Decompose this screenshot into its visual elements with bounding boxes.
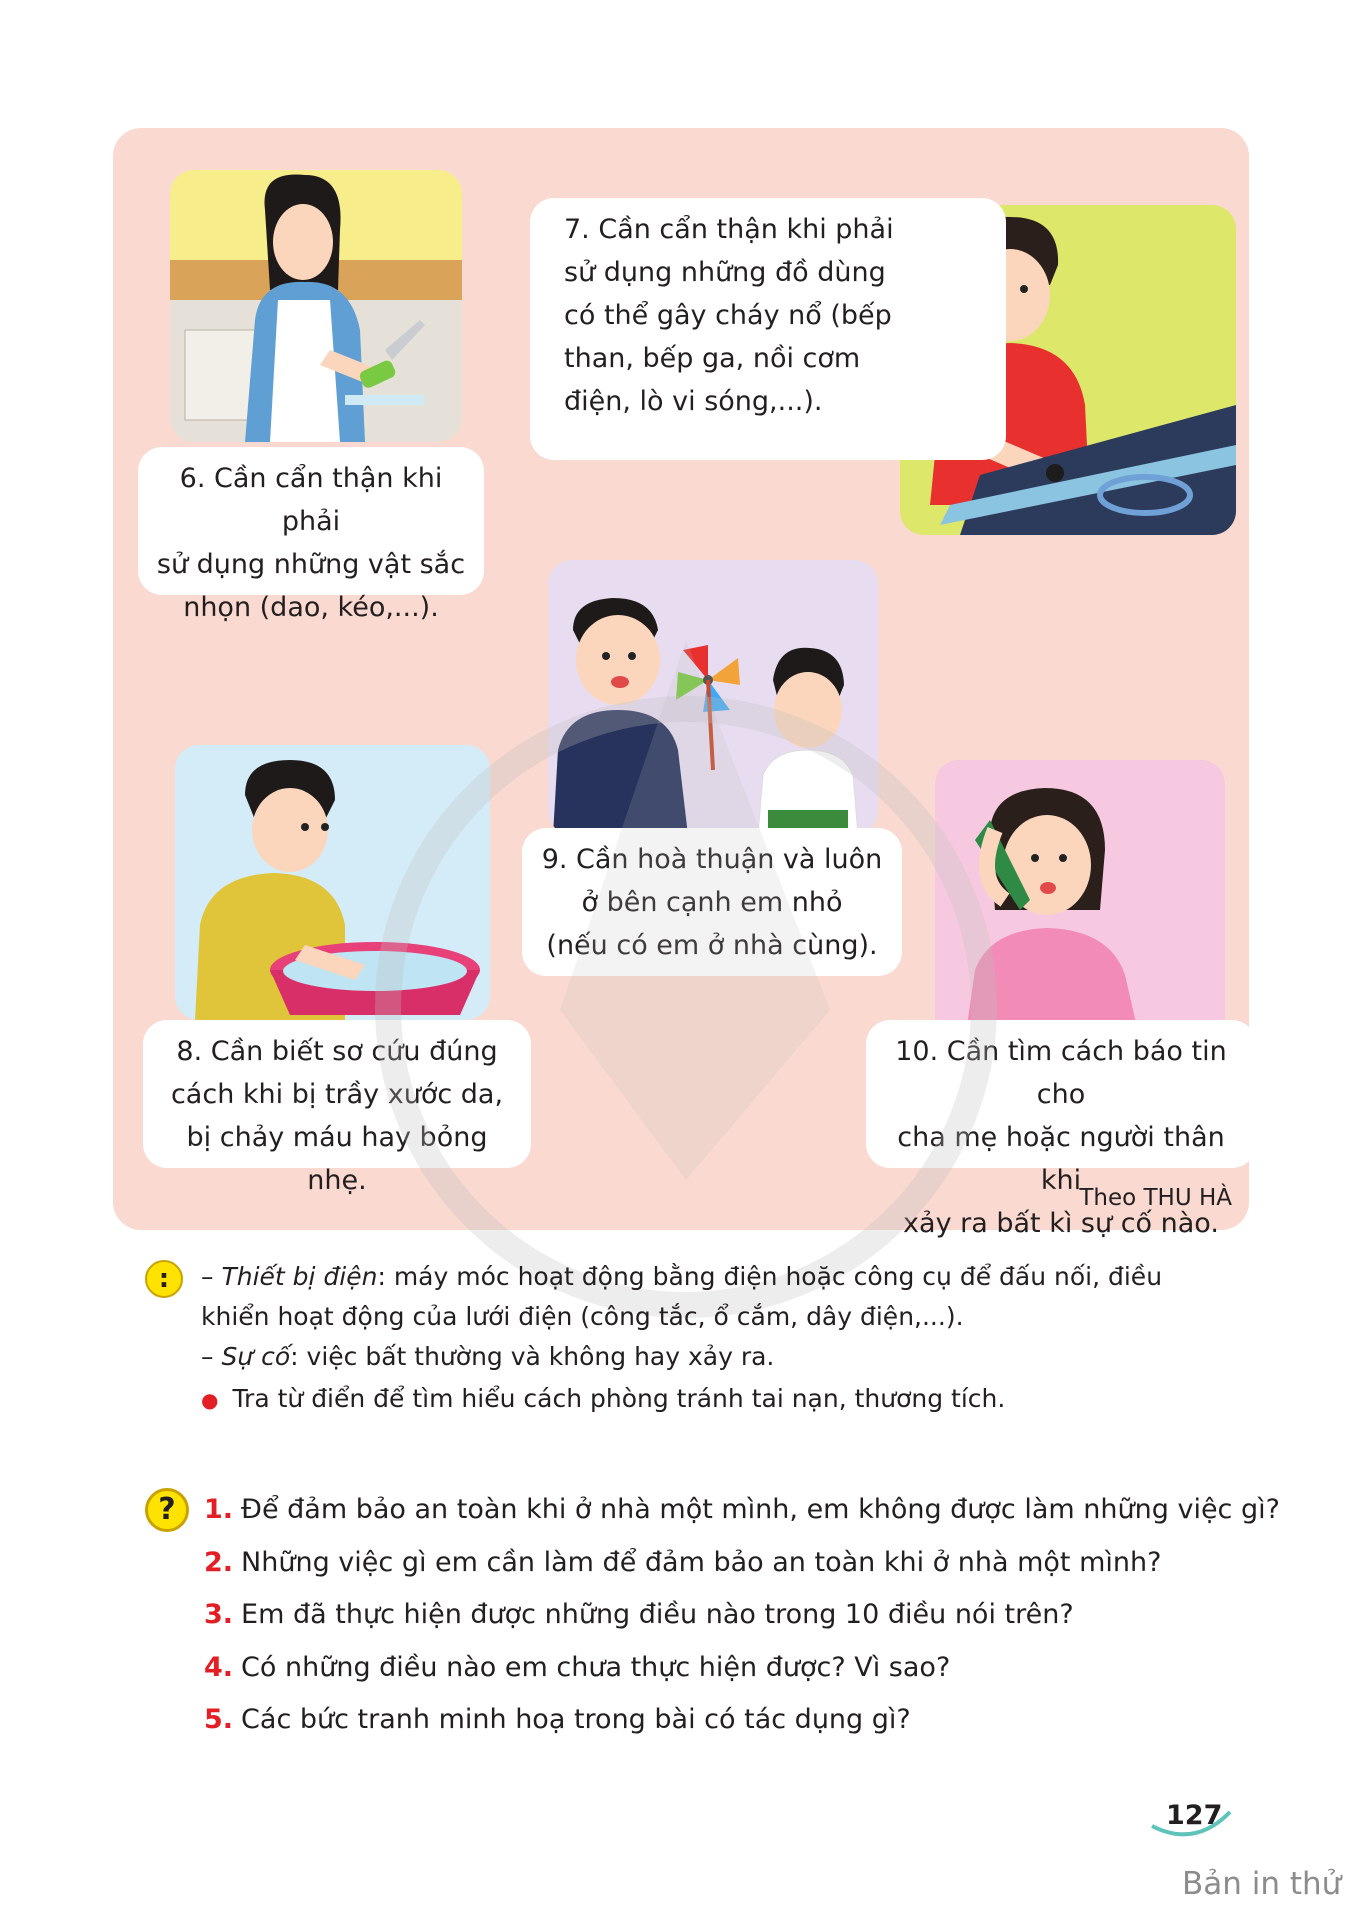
bubble-item-7: 7. Cần cẩn thận khi phải sử dụng những đồ dùng có thể gây cháy nổ (bếp than, bếp ga, nồi cơm điện, lò vi sóng,...). <box>530 198 1006 460</box>
glossary-tip: Tra từ điển để tìm hiểu cách phòng tránh tai nạn, thương tích. <box>232 1384 1006 1413</box>
illustration-boy-basin <box>175 745 490 1020</box>
glossary-term-2: Sự cố <box>221 1342 291 1371</box>
question-3: 3. Em đã thực hiện được những điều nào trong 10 điều nói trên? <box>204 1599 1074 1630</box>
story-credit: Theo THU HÀ <box>1079 1185 1232 1211</box>
bubble-item-9: 9. Cần hoà thuận và luôn ở bên cạnh em nhỏ (nếu có em ở nhà cùng). <box>522 828 902 976</box>
page-number: 127 <box>1166 1800 1223 1831</box>
bubble-item-8: 8. Cần biết sơ cứu đúng cách khi bị trầy xước da, bị chảy máu hay bỏng nhẹ. <box>143 1020 531 1168</box>
glossary-icon: : <box>145 1260 183 1298</box>
bullet-icon: ● <box>201 1388 219 1412</box>
question-4: 4. Có những điều nào em chưa thực hiện được? Vì sao? <box>204 1652 951 1683</box>
glossary-line-4 <box>201 1380 1005 1419</box>
question-1: 1. Để đảm bảo an toàn khi ở nhà một mình, em không được làm những việc gì? <box>204 1494 1280 1525</box>
illustration-girl-phone <box>935 760 1225 1040</box>
glossary-term-1: Thiết bị điện <box>221 1262 378 1291</box>
glossary-line-2 <box>201 1298 964 1336</box>
glossary-def-1b: khiển hoạt động của lưới điện (công tắc, ổ cắm, dây điện,...). <box>201 1302 964 1331</box>
bubble-item-6: 6. Cần cẩn thận khi phải sử dụng những vật sắc nhọn (dao, kéo,...). <box>138 447 484 595</box>
glossary-def-1a: : máy móc hoạt động bằng điện hoặc công cụ để đấu nối, điều <box>377 1262 1163 1291</box>
question-icon: ? <box>145 1488 189 1532</box>
illustration-siblings-pinwheel <box>548 560 878 835</box>
question-5: 5. Các bức tranh minh hoạ trong bài có tác dụng gì? <box>204 1704 911 1735</box>
glossary-line-1: – Thiết bị điện: máy móc hoạt động bằng điện hoặc công cụ để đấu nối, điều <box>201 1262 1163 1291</box>
glossary-line-3: – Sự cố: việc bất thường và không hay xảy ra. <box>201 1342 775 1371</box>
illustration-girl-knife <box>170 170 462 442</box>
question-2: 2. Những việc gì em cần làm để đảm bảo an toàn khi ở nhà một mình? <box>204 1547 1162 1578</box>
draft-label: Bản in thử <box>1182 1866 1342 1902</box>
glossary-def-2: : việc bất thường và không hay xảy ra. <box>290 1342 775 1371</box>
bubble-item-10: 10. Cần tìm cách báo tin cho cha mẹ hoặc người thân khi xảy ra bất kì sự cố nào. <box>866 1020 1256 1168</box>
